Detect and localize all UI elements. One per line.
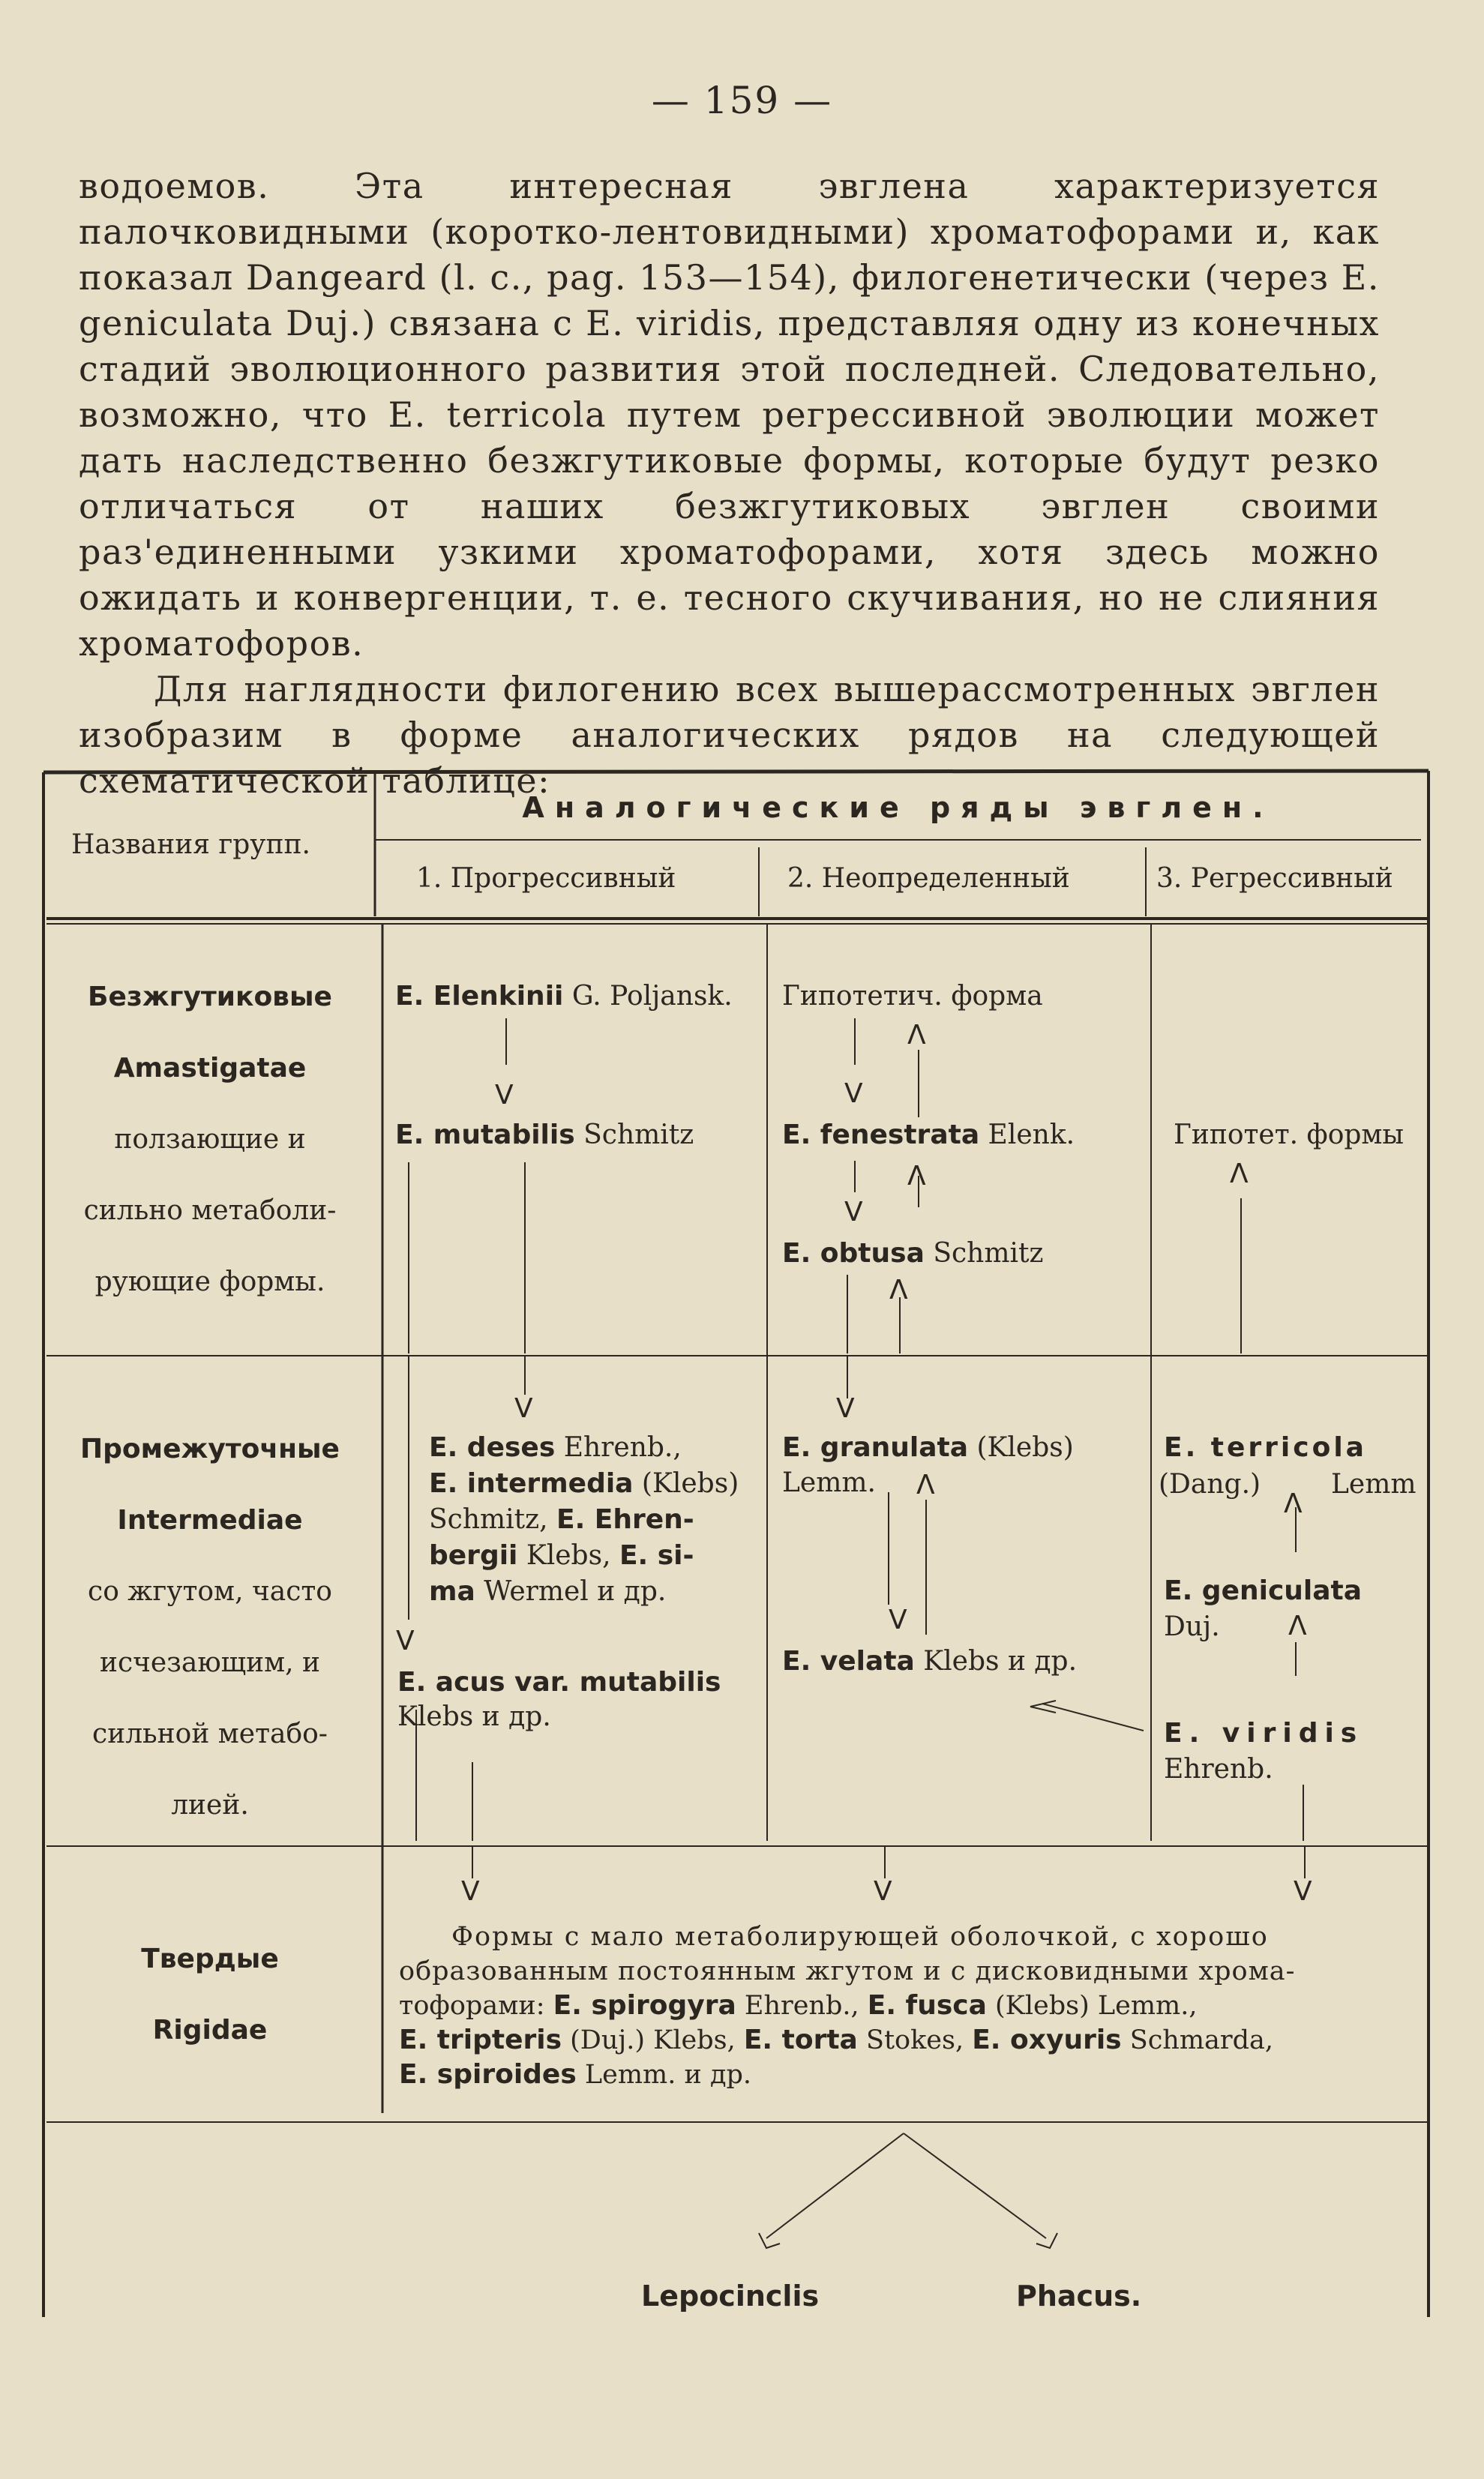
species-terricola: E. terricola xyxy=(1164,1432,1367,1463)
species-obtusa: E. obtusa Schmitz xyxy=(782,1238,1044,1269)
group-names-header: Названия групп. xyxy=(71,829,310,860)
arrow-up-icon: Λ xyxy=(907,1020,926,1051)
group-desc-line: рующие формы. xyxy=(94,1266,325,1297)
species-velata: E. velata Klebs и др. xyxy=(782,1646,1078,1677)
arrow-up-icon: Λ xyxy=(1288,1611,1307,1641)
hypothetical-form: Гипотетич. форма xyxy=(782,981,1043,1012)
arrow-down-icon: V xyxy=(844,1197,863,1228)
rigidae-species-line: тофорами: E. spirogyra Ehrenb., E. fusca (Klebs) Lemm., xyxy=(399,1990,1198,2021)
column-header-regressive: 3. Регрессивный xyxy=(1156,863,1393,894)
group-intermediae xyxy=(52,1413,367,1841)
arrow-down-icon: V xyxy=(495,1080,514,1111)
group-name-ru: Безжгутиковые xyxy=(88,982,332,1012)
species-geniculata-author: Duj. xyxy=(1164,1611,1220,1642)
arrow-down-icon: V xyxy=(461,1876,480,1907)
group-rigidae xyxy=(52,1923,367,2066)
arrow-down-icon: V xyxy=(396,1626,415,1656)
rigidae-species-line: E. spiroides Lemm. и др. xyxy=(399,2059,752,2090)
group-name-latin: Intermediae xyxy=(117,1505,303,1536)
rigidae-species-line: E. tripteris (Duj.) Klebs, E. torta Stokes, E. oxyuris Schmarda, xyxy=(399,2025,1274,2055)
species-line: Schmitz, E. Ehren- xyxy=(429,1504,694,1535)
arrow-down-icon: V xyxy=(514,1393,533,1424)
species-acus-author: Klebs и др. xyxy=(397,1701,551,1732)
arrow-up-icon: Λ xyxy=(916,1470,935,1500)
species-line: bergii Klebs, E. si- xyxy=(429,1540,694,1571)
species-line: E. deses Ehrenb., xyxy=(429,1432,682,1463)
group-desc-line: сильной метабо- xyxy=(92,1719,328,1749)
arrow-up-icon: Λ xyxy=(1230,1159,1249,1189)
group-desc-line: со жгутом, часто xyxy=(88,1576,332,1607)
species-granulata-author: Lemm. xyxy=(782,1467,876,1498)
group-desc-line: ползающие и xyxy=(114,1124,306,1155)
intermediae-progressive-species xyxy=(429,1430,763,1610)
group-name-latin: Rigidae xyxy=(152,2015,268,2046)
arrow-down-icon: V xyxy=(1294,1876,1312,1907)
arrow-up-icon: Λ xyxy=(1284,1488,1303,1519)
column-header-undetermined: 2. Неопределенный xyxy=(787,863,1070,894)
paragraph-2: Для наглядности филогению всех вышерассмотренных эвглен изобразим в форме аналогических рядов на следующей схематической таблице: xyxy=(79,669,1380,801)
genus-lepocinclis: Lepocinclis xyxy=(641,2280,820,2313)
table-title: Аналогические ряды эвглен. xyxy=(522,791,1274,824)
species-mutabilis: E. mutabilis Schmitz xyxy=(395,1120,694,1150)
species-acus-mutabilis: E. acus var. mutabilis xyxy=(397,1667,721,1698)
arrow-down-left-icon xyxy=(756,2227,783,2251)
species-line: ma Wermel и др. xyxy=(429,1576,667,1607)
column-header-progressive: 1. Прогрессивный xyxy=(416,863,676,894)
species-viridis: E. viridis xyxy=(1164,1718,1364,1749)
species-terricola-author: Lemm xyxy=(1331,1469,1417,1500)
genus-phacus: Phacus. xyxy=(1016,2280,1142,2313)
arrow-down-icon: V xyxy=(874,1876,892,1907)
rigidae-description: Формы с мало метаболирующей оболочкой, с хорошо образованным постоянным жгутом и с дисковидными хрома- тофорами: E. spirogyra Ehrenb., E. fusca (Klebs) Lemm., E. tripteris (Duj.) Klebs, E. torta Stokes, E. oxyuris Schmarda, E. spiroides Lemm. и др. xyxy=(399,1920,1415,2092)
page-number: — 159 — xyxy=(651,79,833,122)
species-granulata: E. granulata (Klebs) xyxy=(782,1432,1074,1463)
group-name-latin: Amastigatae xyxy=(113,1053,307,1084)
paragraph-1: водоемов. Эта интересная эвглена характеризуется палочковидными (коротко-лентовидными) хроматофорами и, как показал Dangeard (l. c., pag. 153—154), филогенетически (через E. geniculata Duj.) связана с E. viridis, представляя одну из конечных стадий эволюционного развития этой последней. Следовательно, возможно, что E. terricola путем регрессивной эволюции может дать наследственно безжгутиковые формы, которые будут резко отличаться от наших безжгутиковых эвглен своими раз'единенными узкими хроматофорами, хотя здесь можно ожидать и конвергенции, т. е. тесного скучивания, но не слияния хроматофоров. xyxy=(79,166,1380,664)
hypothetical-forms: Гипотет. формы xyxy=(1174,1120,1405,1150)
arrow-down-icon: V xyxy=(836,1393,855,1424)
arrow-left-icon xyxy=(1027,1696,1057,1717)
group-desc-line: исчезающим, и xyxy=(99,1647,321,1678)
arrow-down-right-icon xyxy=(1033,2227,1060,2251)
group-desc-line: лией. xyxy=(171,1790,249,1821)
species-terricola-author: (Dang.) xyxy=(1159,1469,1261,1500)
group-name-ru: Промежуточные xyxy=(80,1434,340,1464)
species-line: E. intermedia (Klebs) xyxy=(429,1468,739,1499)
arrow-down-icon: V xyxy=(844,1078,863,1109)
group-desc-line: сильно метаболи- xyxy=(83,1195,337,1226)
species-viridis-author: Ehrenb. xyxy=(1164,1754,1273,1785)
species-elenkinii: E. Elenkinii G. Poljansk. xyxy=(395,981,733,1012)
species-geniculata: E. geniculata xyxy=(1164,1575,1363,1606)
arrow-up-icon: Λ xyxy=(889,1275,908,1305)
species-fenestrata: E. fenestrata Elenk. xyxy=(782,1120,1075,1150)
group-amastigatae xyxy=(52,961,367,1317)
group-name-ru: Твердые xyxy=(141,1944,279,1974)
arrow-down-icon: V xyxy=(889,1605,907,1635)
arrow-up-icon: Λ xyxy=(907,1161,926,1192)
